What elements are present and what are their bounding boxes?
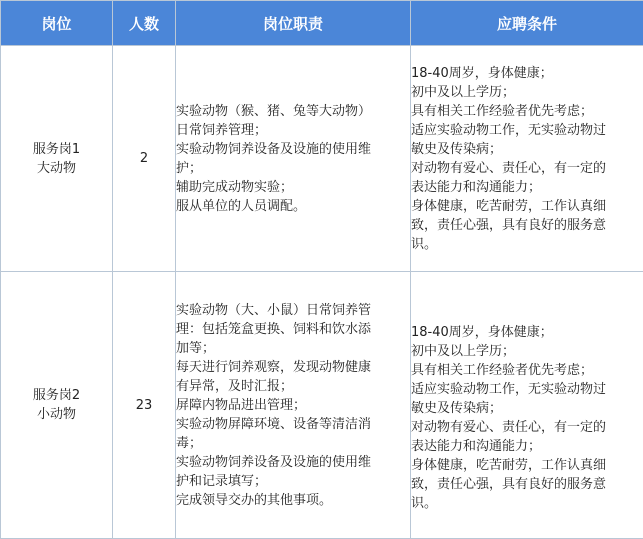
duty-line: 实验动物饲养设备及设施的使用维 <box>176 453 410 472</box>
duty-line: 护； <box>176 159 410 178</box>
count-cell: 2 <box>113 46 176 272</box>
count-cell: 23 <box>113 272 176 539</box>
post-cell <box>1 46 113 272</box>
requirement-line: 敏史及传染病； <box>411 140 643 159</box>
requirements-cell <box>411 272 643 539</box>
duty-line: 理：包括笼盒更换、饲料和饮水添 <box>176 320 410 339</box>
header-row <box>1 1 643 46</box>
duty-line: 有异常，及时汇报； <box>176 377 410 396</box>
header-post: 岗位 <box>1 1 113 46</box>
duties-cell <box>176 46 411 272</box>
duty-line: 实验动物屏障环境、设备等清洁消 <box>176 415 410 434</box>
post-name: 服务岗1 <box>1 140 112 159</box>
requirement-line: 表达能力和沟通能力； <box>411 178 643 197</box>
duty-line: 实验动物（猴、猪、兔等大动物） <box>176 102 410 121</box>
requirement-line: 致，责任心强，具有良好的服务意 <box>411 216 643 235</box>
duty-line: 加等； <box>176 339 410 358</box>
duty-line: 辅助完成动物实验； <box>176 178 410 197</box>
requirement-line: 致，责任心强，具有良好的服务意 <box>411 475 643 494</box>
requirement-line: 对动物有爱心、责任心，有一定的 <box>411 159 643 178</box>
post-category: 小动物 <box>1 405 112 424</box>
requirement-line: 适应实验动物工作，无实验动物过 <box>411 380 643 399</box>
requirement-line: 身体健康，吃苦耐劳，工作认真细 <box>411 456 643 475</box>
duty-line: 每天进行饲养观察，发现动物健康 <box>176 358 410 377</box>
duty-line: 毒； <box>176 434 410 453</box>
duty-line: 实验动物饲养设备及设施的使用维 <box>176 140 410 159</box>
requirement-line: 适应实验动物工作，无实验动物过 <box>411 121 643 140</box>
table-row <box>1 272 643 539</box>
requirement-line: 初中及以上学历； <box>411 83 643 102</box>
requirement-line: 具有相关工作经验者优先考虑； <box>411 102 643 121</box>
header-duties: 岗位职责 <box>176 1 411 46</box>
duty-line: 日常饲养管理； <box>176 121 410 140</box>
requirement-line: 识。 <box>411 494 643 513</box>
post-name: 服务岗2 <box>1 386 112 405</box>
duty-line: 屏障内物品进出管理； <box>176 396 410 415</box>
requirement-line: 18-40周岁，身体健康； <box>411 64 643 83</box>
duty-line: 护和记录填写； <box>176 472 410 491</box>
header-count: 人数 <box>113 1 176 46</box>
requirement-line: 敏史及传染病； <box>411 399 643 418</box>
requirement-line: 对动物有爱心、责任心，有一定的 <box>411 418 643 437</box>
requirement-line: 表达能力和沟通能力； <box>411 437 643 456</box>
requirement-line: 具有相关工作经验者优先考虑； <box>411 361 643 380</box>
duties-cell <box>176 272 411 539</box>
duty-line: 服从单位的人员调配。 <box>176 197 410 216</box>
duty-line: 实验动物（大、小鼠）日常饲养管 <box>176 301 410 320</box>
requirement-line: 18-40周岁，身体健康； <box>411 323 643 342</box>
requirement-line: 识。 <box>411 235 643 254</box>
post-cell <box>1 272 113 539</box>
requirements-cell <box>411 46 643 272</box>
duty-line: 完成领导交办的其他事项。 <box>176 491 410 510</box>
requirement-line: 初中及以上学历； <box>411 342 643 361</box>
requirement-line: 身体健康，吃苦耐劳，工作认真细 <box>411 197 643 216</box>
post-category: 大动物 <box>1 159 112 178</box>
header-requirements: 应聘条件 <box>411 1 643 46</box>
table-row <box>1 46 643 272</box>
